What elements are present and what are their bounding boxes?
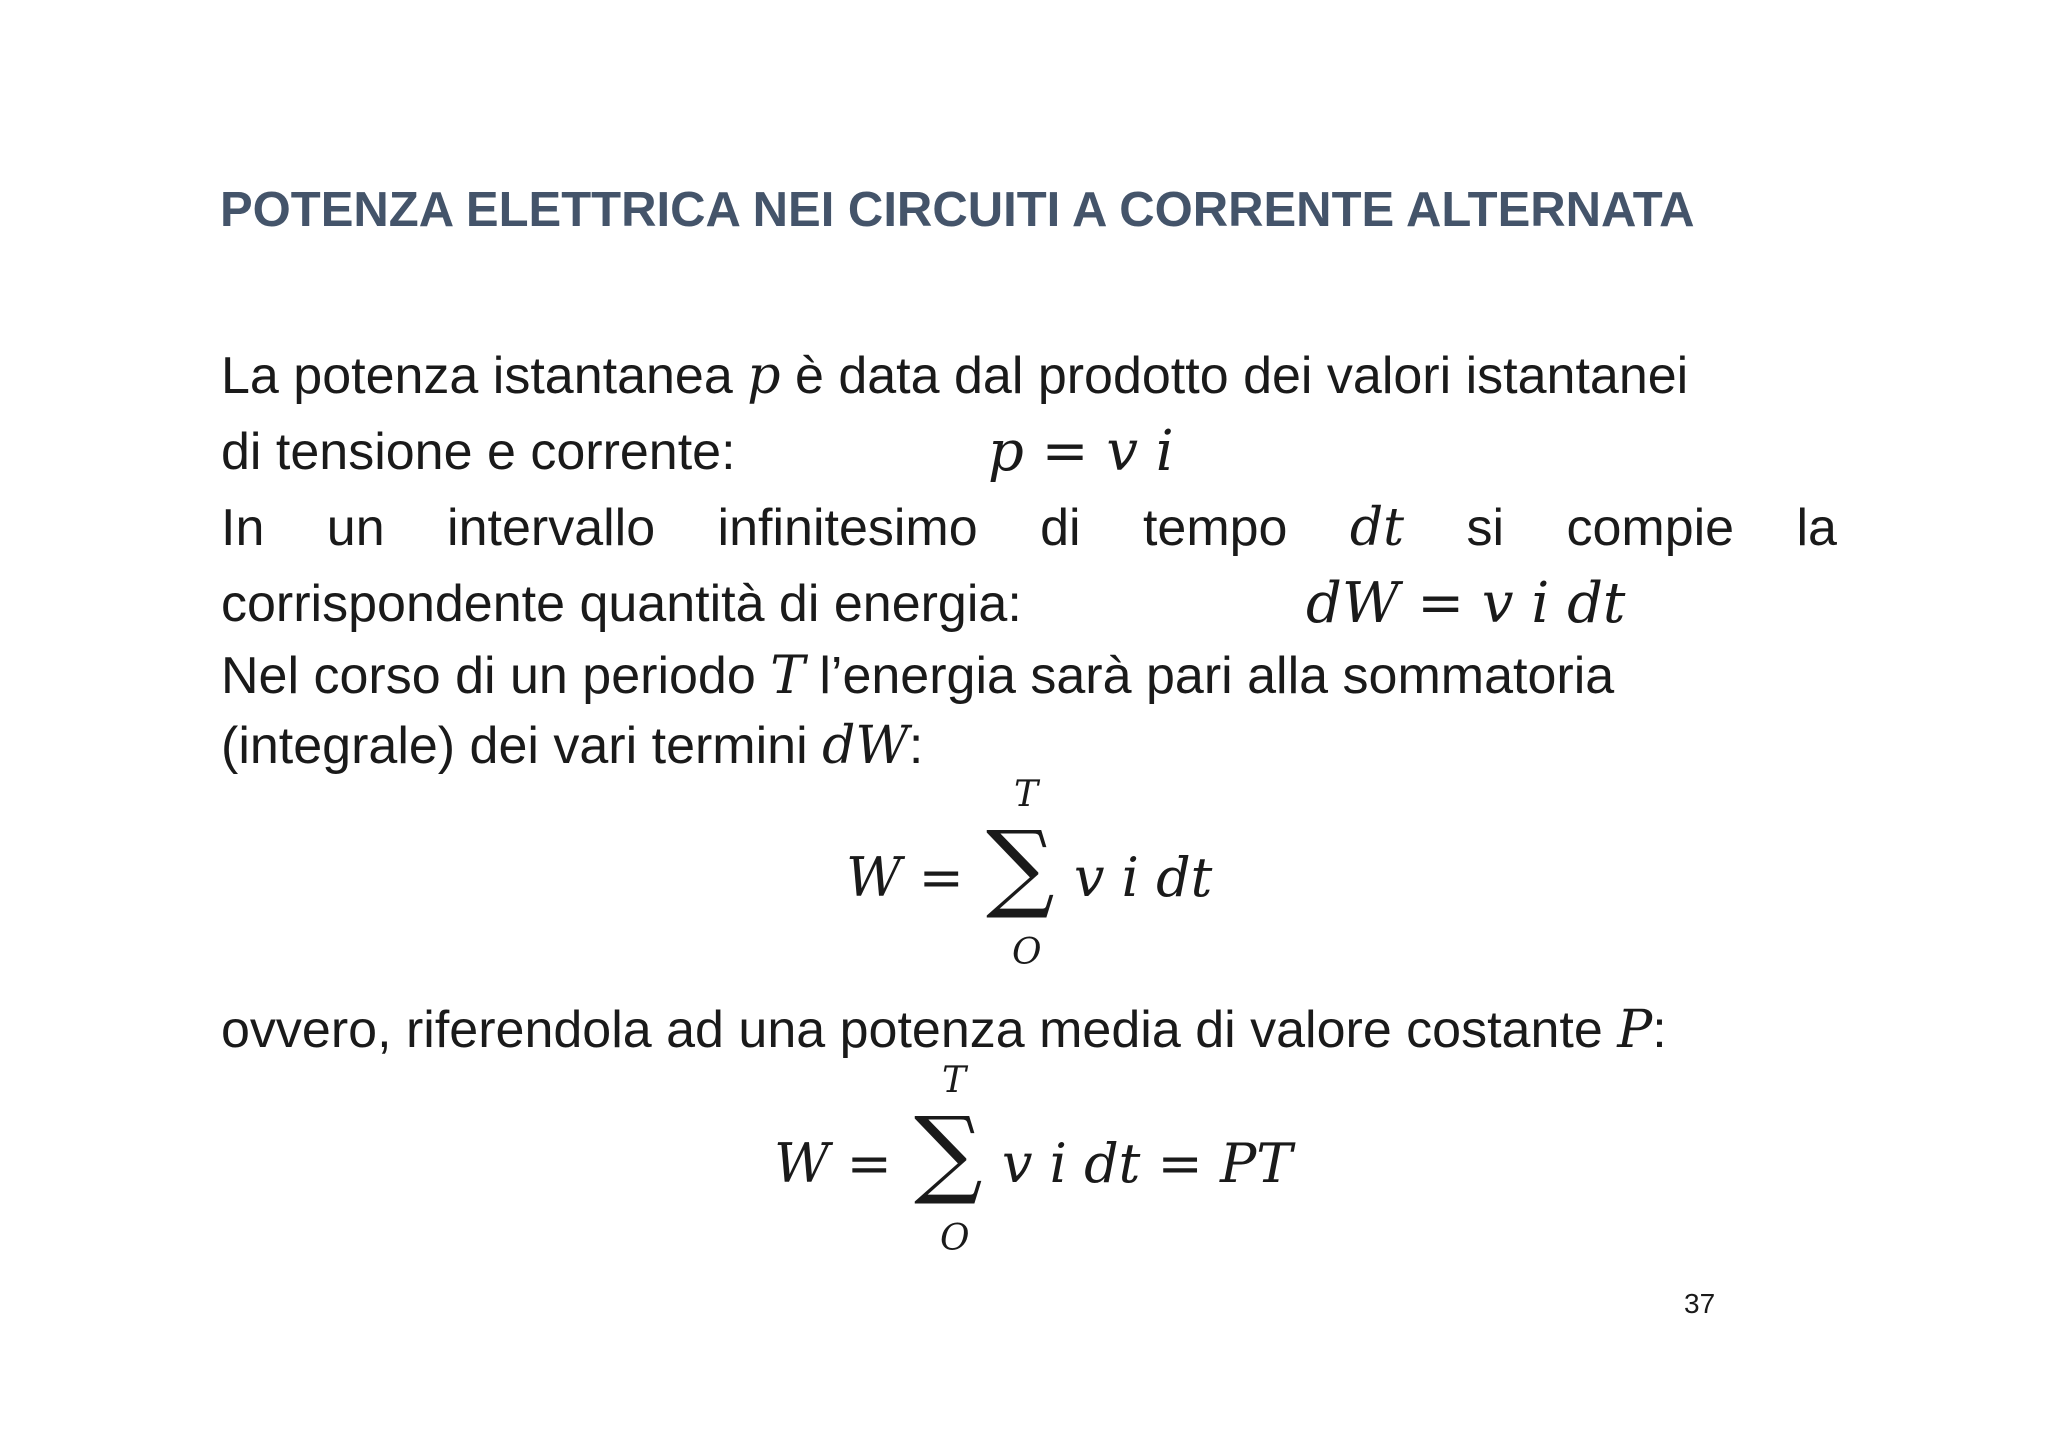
sum-upper-limit: T (942, 1060, 967, 1101)
math-var: dW (822, 716, 909, 776)
math-var: p (747, 346, 781, 406)
slide-title: POTENZA ELETTRICA NEI CIRCUITI A CORRENTE ALTERNATA (220, 183, 1695, 237)
text-word: dt (1349, 498, 1405, 558)
text-word: si (1466, 499, 1505, 557)
text-word: tempo (1142, 499, 1288, 557)
formula-energy-sum (846, 770, 1226, 980)
text-run: l’energia sarà pari alla sommatoria (819, 647, 1615, 705)
text-word: intervallo (447, 499, 656, 557)
sum-lower-limit: O (940, 1218, 970, 1259)
formula-lhs: W = (846, 846, 964, 909)
text-line-1 (221, 338, 1837, 414)
text-segment (221, 338, 1688, 414)
text-run: corrispondente quantità di energia: (221, 575, 1022, 633)
text-run: ovvero, riferendola ad una potenza media di valore costante (221, 1001, 1603, 1059)
text-segment (221, 638, 1614, 714)
formula-rhs: v i dt (1074, 846, 1213, 909)
text-run: Nel corso di un periodo (221, 647, 756, 705)
page-number: 37 (1684, 1288, 1716, 1319)
text-word: un (326, 499, 385, 557)
sigma-icon: ∑ (914, 1096, 983, 1208)
sum-lower-limit: O (1012, 932, 1042, 973)
sum-upper-limit: T (1014, 774, 1039, 815)
formula-rhs: v i dt = PT (1002, 1132, 1293, 1195)
text-run: è data dal prodotto dei valori istantanei (794, 347, 1689, 405)
text-word: In (221, 499, 265, 557)
text-word: infinitesimo (717, 499, 978, 557)
equation-energy-differential: dW = v i dt (1306, 571, 1626, 636)
formula-energy-average-power (774, 1056, 1294, 1266)
math-var: P (1617, 1000, 1653, 1060)
text-word: la (1796, 499, 1837, 557)
text-run: (integrale) dei vari termini (221, 717, 808, 775)
text-run: : (1652, 1001, 1667, 1059)
equation-power: p = v i (988, 419, 1174, 484)
text-run: La potenza istantanea (221, 347, 733, 405)
text-line-5 (221, 638, 1837, 714)
text-run: di tensione e corrente: (221, 423, 736, 481)
text-word: di (1040, 499, 1081, 557)
text-word: compie (1566, 499, 1735, 557)
formula-lhs: W = (774, 1132, 892, 1195)
text-run: : (908, 717, 924, 775)
sigma-icon: ∑ (986, 810, 1055, 922)
math-var: T (770, 646, 805, 706)
text-line-3 (221, 490, 1837, 566)
